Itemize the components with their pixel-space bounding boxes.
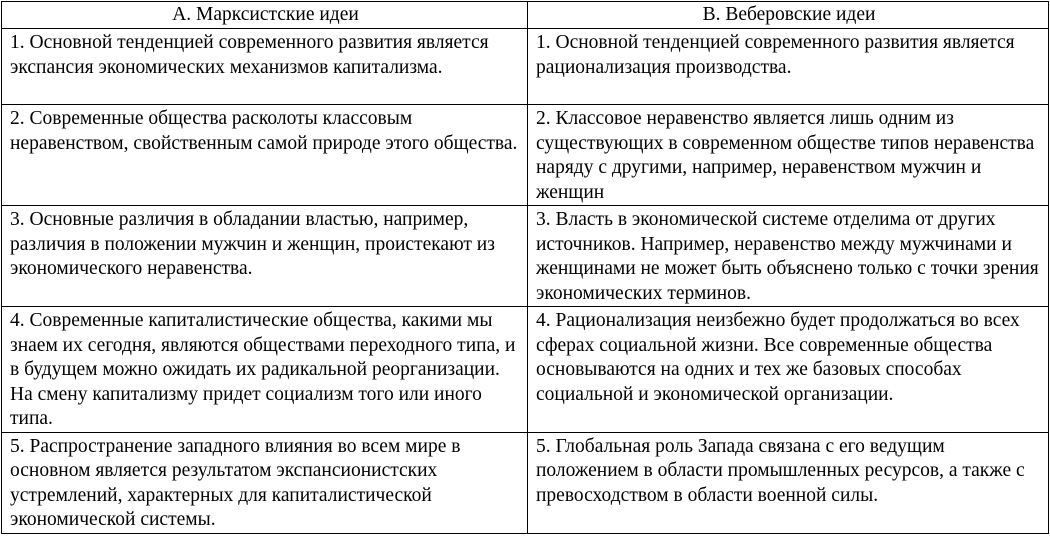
weberian-idea-cell: 2. Классовое неравенство является лишь одним из существующих в современном обществе типов неравенства наряду с другими, например, неравенством мужчин и женщин bbox=[528, 105, 1049, 206]
marxist-idea-cell: 1. Основной тенденцией современного развития является экспансия экономических механизмов капитализма. bbox=[2, 29, 528, 105]
table-row bbox=[2, 206, 1049, 307]
marxist-idea-cell: 3. Основные различия в обладании властью, например, различия в положении мужчин и женщин, проистекают из экономического неравенства. bbox=[2, 206, 528, 307]
marxist-idea-cell: 5. Распространение западного влияния во всем мире в основном является результатом экспансионистских устремлений, характерных для капиталистической экономической системы. bbox=[2, 432, 528, 533]
table-row bbox=[2, 29, 1049, 105]
comparison-table bbox=[1, 1, 1049, 534]
weberian-idea-cell: 3. Власть в экономической системе отделима от других источников. Например, неравенство между мужчинами и женщинами не может быть объяснено только с точки зрения экономических терминов. bbox=[528, 206, 1049, 307]
table-row bbox=[2, 432, 1049, 533]
header-weberian-ideas: В. Веберовские идеи bbox=[528, 2, 1049, 29]
marxist-idea-cell: 2. Современные общества расколоты классовым неравенством, свойственным самой природе этого общества. bbox=[2, 105, 528, 206]
weberian-idea-cell: 5. Глобальная роль Запада связана с его ведущим положением в области промышленных ресурсов, а также с превосходством в области военной силы. bbox=[528, 432, 1049, 533]
header-row bbox=[2, 2, 1049, 29]
table-row bbox=[2, 105, 1049, 206]
table-row bbox=[2, 307, 1049, 433]
weberian-idea-cell: 4. Рационализация неизбежно будет продолжаться во всех сферах социальной жизни. Все современные общества основываются на одних и тех же базовых способах социальной и экономической организации. bbox=[528, 307, 1049, 433]
marxist-idea-cell: 4. Современные капиталистические общества, какими мы знаем их сегодня, являются обществами переходного типа, и в будущем можно ожидать их радикальной реорганизации. На смену капитализму придет социализм того или иного типа. bbox=[2, 307, 528, 433]
header-marxist-ideas: А. Марксистские идеи bbox=[2, 2, 528, 29]
weberian-idea-cell: 1. Основной тенденцией современного развития является рационализация производства. bbox=[528, 29, 1049, 105]
